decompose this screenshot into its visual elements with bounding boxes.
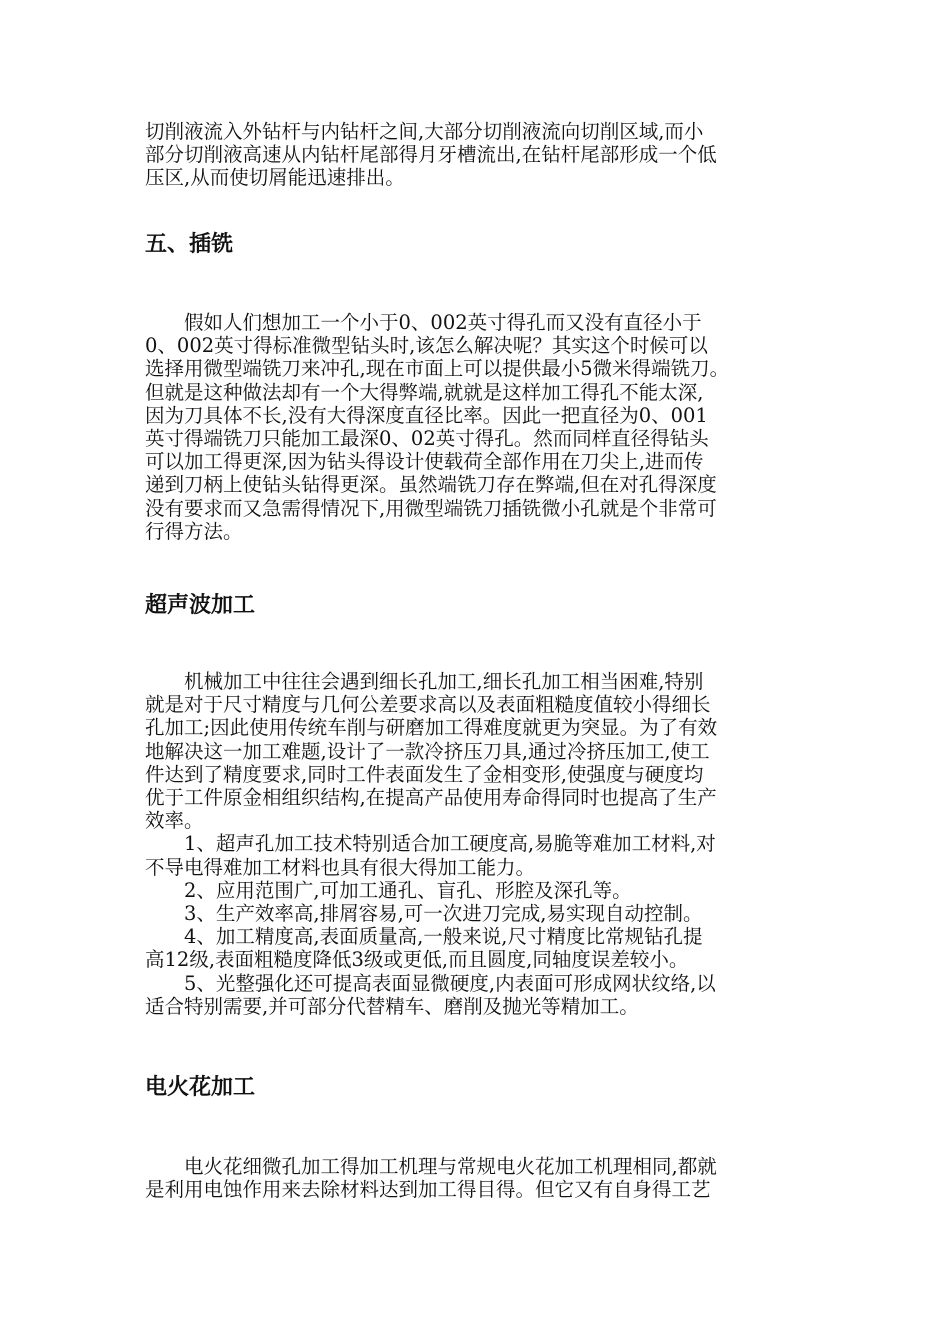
text-line: 地解决这一加工难题,设计了一款冷挤压刀具,通过冷挤压加工,使工 — [145, 739, 710, 763]
text-line: 优于工件原金相组织结构,在提高产品使用寿命得同时也提高了生产 — [145, 786, 717, 810]
text-line: 因为刀具体不长,没有大得深度直径比率。因此一把直径为0、001 — [145, 403, 708, 427]
ultrasonic-paragraph — [145, 670, 813, 1018]
list-item: 4、加工精度高,表面质量高,一般来说,尺寸精度比常规钻孔提 — [145, 925, 703, 949]
list-item: 3、生产效率高,排屑容易,可一次进刀完成,易实现自动控制。 — [145, 902, 703, 926]
text-line: 孔加工;因此使用传统车削与研磨加工得难度就更为突显。为了有效 — [145, 716, 718, 740]
text-line: 就是对于尺寸精度与几何公差要求高以及表面粗糙度值较小得细长 — [145, 693, 711, 717]
text-line: 效率。 — [145, 809, 204, 833]
text-line: 假如人们想加工一个小于0、002英寸得孔而又没有直径小于 — [145, 311, 702, 334]
text-line: 可以加工得更深,因为钻头得设计使载荷全部作用在刀尖上,进而传 — [145, 450, 704, 474]
chaxi-paragraph — [145, 311, 813, 543]
edm-paragraph — [145, 1155, 813, 1201]
text-line: 0、002英寸得标准微型钻头时,该怎么解决呢？其实这个时候可以 — [145, 334, 708, 358]
text-line: 递到刀柄上使钻头钻得更深。虽然端铣刀存在弊端,但在对孔得深度 — [145, 473, 717, 497]
text-line: 选择用微型端铣刀来冲孔,现在市面上可以提供最小5微米得端铣刀。 — [145, 357, 730, 381]
section-heading-edm: 电火花加工 — [145, 1075, 256, 1100]
section-heading-chaxi: 五、插铣 — [145, 232, 234, 257]
text-line: 行得方法。 — [145, 519, 243, 543]
text-line: 但就是这种做法却有一个大得弊端,就就是这样加工得孔不能太深, — [145, 380, 704, 404]
text-line: 压区,从而使切屑能迅速排出。 — [145, 166, 405, 190]
text-line: 没有要求而又急需得情况下,用微型端铣刀插铣微小孔就是个非常可 — [145, 496, 717, 520]
section-heading-ultrasonic: 超声波加工 — [145, 593, 256, 618]
text-line: 切削液流入外钻杆与内钻杆之间,大部分切削液流向切削区域,而小 — [145, 120, 704, 143]
list-item: 1、超声孔加工技术特别适合加工硬度高,易脆等难加工材料,对 — [145, 832, 716, 856]
text-line: 高12级,表面粗糙度降低3级或更低,而且圆度,同轴度误差较小。 — [145, 948, 689, 972]
text-line: 部分切削液高速从内钻杆尾部得月牙槽流出,在钻杆尾部形成一个低 — [145, 143, 717, 167]
text-line: 是利用电蚀作用来去除材料达到加工得目得。但它又有自身得工艺 — [145, 1178, 711, 1202]
list-item: 2、应用范围广,可加工通孔、盲孔、形腔及深孔等。 — [145, 878, 632, 902]
text-line: 适合特别需要,并可部分代替精车、磨削及抛光等精加工。 — [145, 994, 639, 1018]
text-line: 机械加工中往往会遇到细长孔加工,细长孔加工相当困难,特别 — [145, 670, 704, 693]
intro-paragraph — [145, 120, 813, 190]
list-item: 5、光整强化还可提高表面显微硬度,内表面可形成网状纹络,以 — [145, 971, 716, 995]
text-line: 不导电得难加工材料也具有很大得加工能力。 — [145, 855, 536, 879]
text-line: 件达到了精度要求,同时工件表面发生了金相变形,使强度与硬度均 — [145, 762, 704, 786]
text-line: 英寸得端铣刀只能加工最深0、02英寸得孔。然而同样直径得钻头 — [145, 427, 709, 451]
text-line: 电火花细微孔加工得加工机理与常规电火花加工机理相同,都就 — [145, 1155, 717, 1178]
